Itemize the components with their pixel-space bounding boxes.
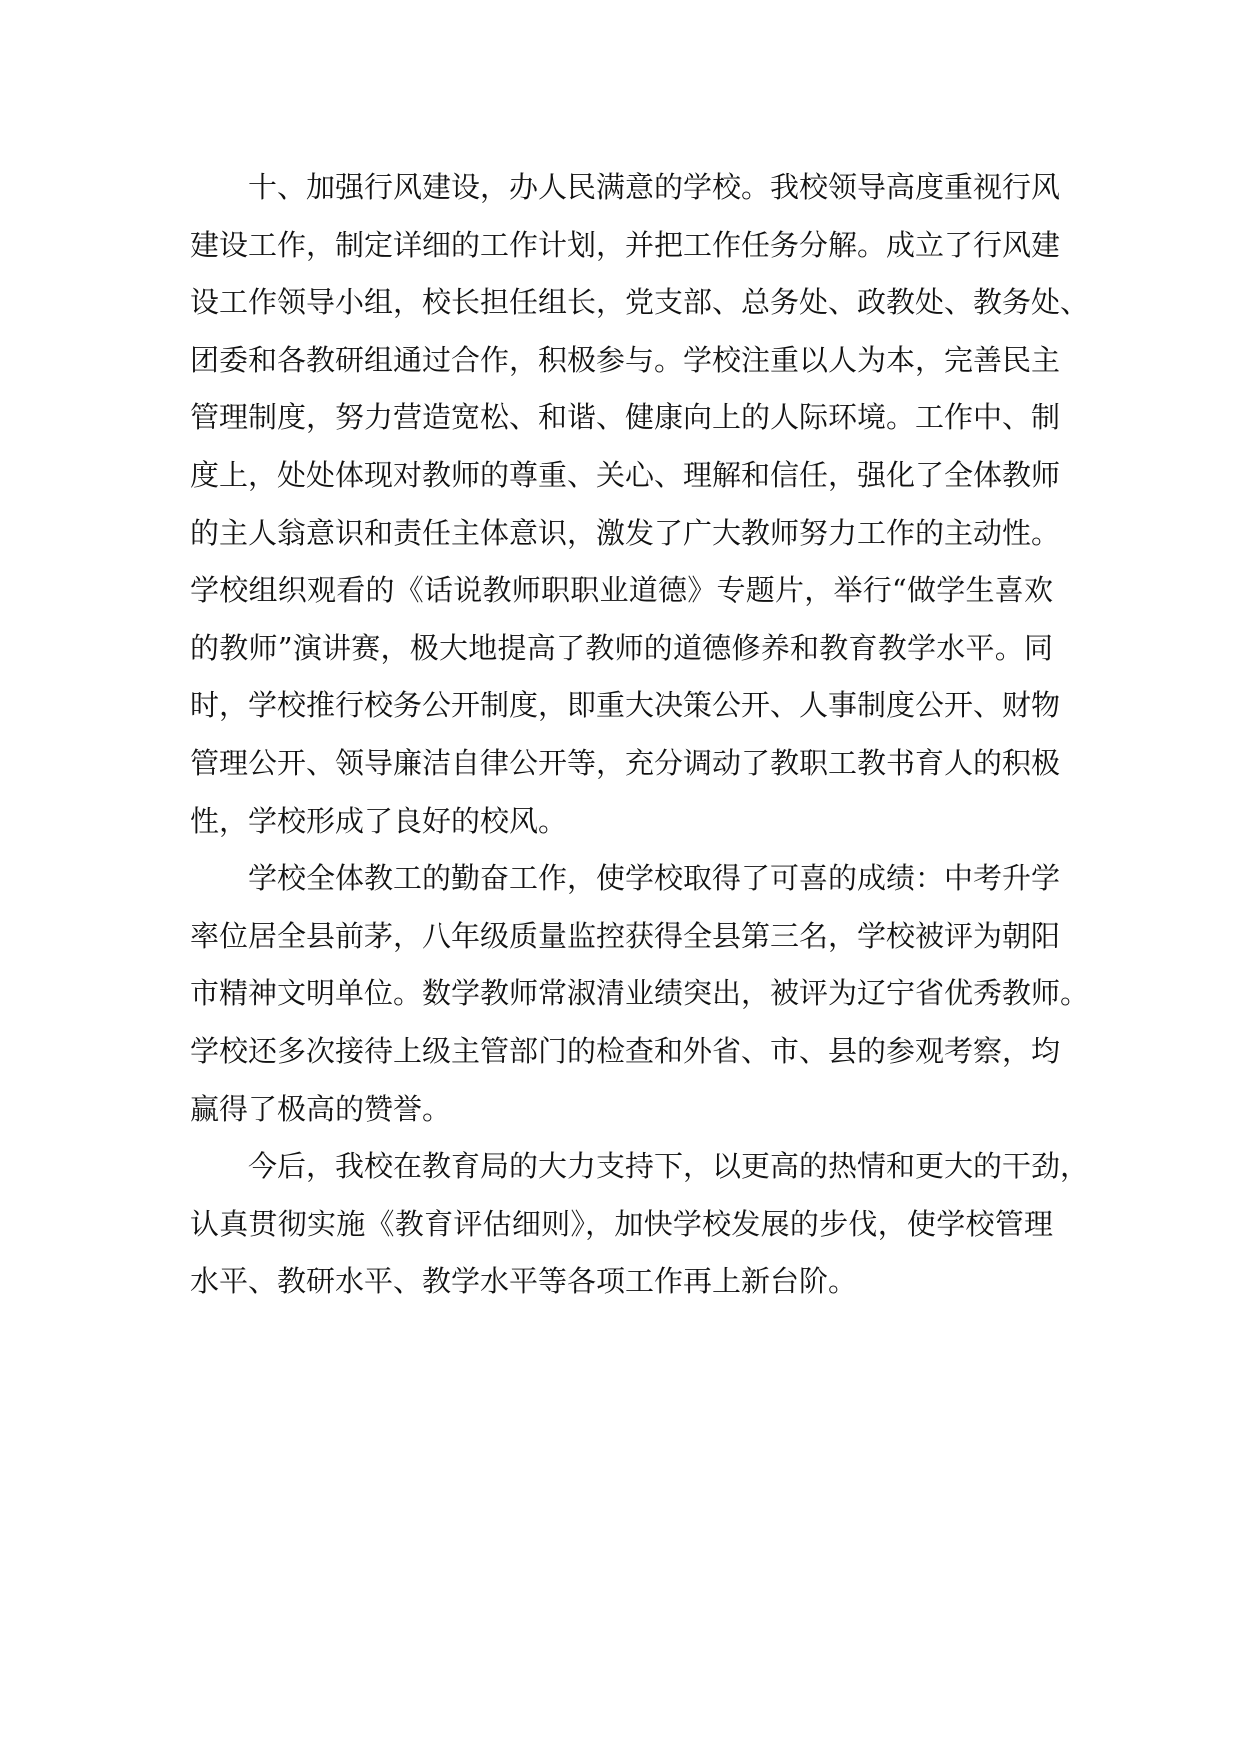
paragraph-3-line-1: 今后，我校在教育局的大力支持下，以更高的热情和更大的干劲， bbox=[248, 1149, 1090, 1184]
document-body bbox=[190, 159, 1090, 1311]
paragraph-1-line-3: 设工作领导小组，校长担任组长，党支部、总务处、政教处、教务处、 bbox=[190, 285, 1090, 320]
paragraph-1 bbox=[190, 159, 1090, 850]
paragraph-1-line-5: 管理制度，努力营造宽松、和谐、健康向上的人际环境。工作中、制 bbox=[190, 400, 1061, 435]
paragraph-2 bbox=[190, 850, 1090, 1138]
paragraph-1-line-2: 建设工作，制定详细的工作计划，并把工作任务分解。成立了行风建 bbox=[190, 227, 1061, 262]
paragraph-2-line-3: 市精神文明单位。数学教师常淑清业绩突出，被评为辽宁省优秀教师。 bbox=[190, 976, 1090, 1011]
paragraph-3 bbox=[190, 1138, 1090, 1311]
paragraph-1-line-7: 的主人翁意识和责任主体意识，激发了广大教师努力工作的主动性。 bbox=[190, 515, 1061, 550]
paragraph-1-line-12: 性，学校形成了良好的校风。 bbox=[190, 803, 568, 838]
paragraph-1-line-10: 时，学校推行校务公开制度，即重大决策公开、人事制度公开、财物 bbox=[190, 688, 1061, 723]
paragraph-2-line-5: 赢得了极高的赞誉。 bbox=[190, 1091, 452, 1126]
paragraph-3-line-2: 认真贯彻实施《教育评估细则》，加快学校发展的步伐，使学校管理 bbox=[190, 1206, 1053, 1241]
paragraph-2-line-2: 率位居全县前茅，八年级质量监控获得全县第三名，学校被评为朝阳 bbox=[190, 918, 1061, 953]
paragraph-2-line-4: 学校还多次接待上级主管部门的检查和外省、市、县的参观考察，均 bbox=[190, 1033, 1061, 1068]
paragraph-2-line-1: 学校全体教工的勤奋工作，使学校取得了可喜的成绩：中考升学 bbox=[248, 861, 1061, 896]
paragraph-1-line-9: 的教师”演讲赛，极大地提高了教师的道德修养和教育教学水平。同 bbox=[190, 630, 1053, 665]
paragraph-1-line-8: 学校组织观看的《话说教师职职业道德》专题片，举行“做学生喜欢 bbox=[190, 573, 1053, 608]
paragraph-1-line-6: 度上，处处体现对教师的尊重、关心、理解和信任，强化了全体教师 bbox=[190, 457, 1061, 492]
paragraph-3-line-3: 水平、教研水平、教学水平等各项工作再上新台阶。 bbox=[190, 1264, 858, 1299]
paragraph-1-line-1: 十、加强行风建设，办人民满意的学校。我校领导高度重视行风 bbox=[248, 170, 1061, 204]
paragraph-1-line-4: 团委和各教研组通过合作，积极参与。学校注重以人为本，完善民主 bbox=[190, 342, 1061, 377]
paragraph-1-line-11: 管理公开、领导廉洁自律公开等，充分调动了教职工教书育人的积极 bbox=[190, 745, 1061, 780]
